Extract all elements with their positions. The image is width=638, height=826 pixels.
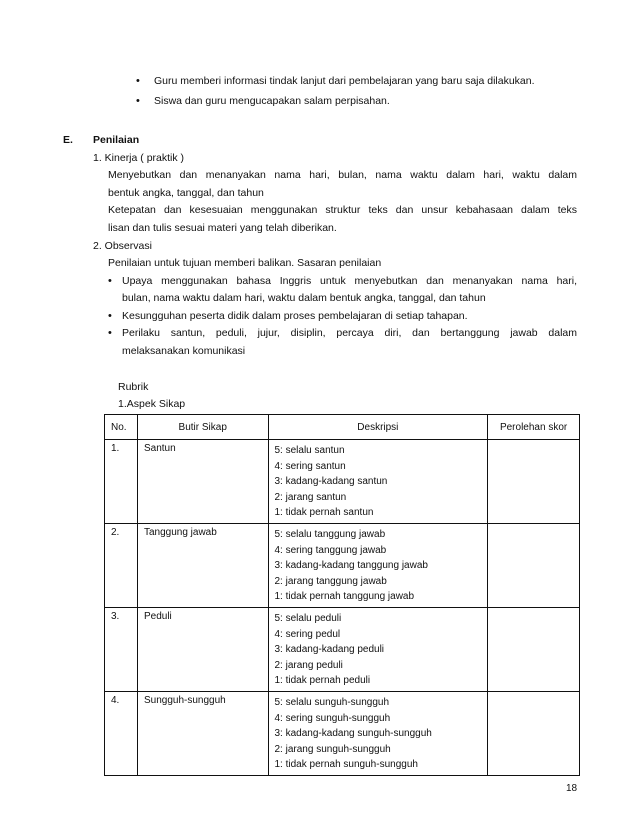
rubrik-subtitle: 1.Aspek Sikap xyxy=(118,398,186,410)
bullet-icon: • xyxy=(136,75,140,87)
desc-line: 3: kadang-kadang tanggung jawab xyxy=(274,560,428,572)
desc-line: 1: tidak pernah peduli xyxy=(274,675,371,687)
desc-line: 4: sering santun xyxy=(274,460,346,472)
desc-line: 1: tidak pernah tanggung jawab xyxy=(274,591,415,603)
header-perolehan-skor: Perolehan skor xyxy=(488,415,580,440)
desc-line: 2: jarang tanggung jawab xyxy=(274,575,387,587)
header-no: No. xyxy=(105,415,138,440)
rubrik-title: Rubrik xyxy=(118,381,149,393)
table-row xyxy=(105,523,580,607)
desc-line: 4: sering pedul xyxy=(274,628,341,640)
bullet-icon: • xyxy=(108,327,112,339)
desc-line: 4: sering tanggung jawab xyxy=(274,544,387,556)
desc-line: 3: kadang-kadang peduli xyxy=(274,644,385,656)
row-deskripsi xyxy=(268,607,488,691)
header-deskripsi: Deskripsi xyxy=(268,415,488,440)
kinerja-paragraph-2-line-2: lisan dan tulis sesuai materi yang telah diberikan. xyxy=(108,222,337,234)
row-skor xyxy=(488,691,580,775)
row-deskripsi xyxy=(268,440,488,524)
desc-line: 5: selalu santun xyxy=(274,445,345,456)
observasi-bullet-1-line-2: bulan, nama waktu dalam hari, waktu dalam bentuk angka, tanggal, dan tahun xyxy=(122,292,486,304)
row-no: 2. xyxy=(105,523,138,607)
row-butir: Sungguh-sungguh xyxy=(137,691,268,775)
row-butir: Santun xyxy=(137,440,268,524)
observasi-bullet-3-line-1: Perilaku santun, peduli, jujur, disiplin, percaya diri, dan bertanggung jawab dalam xyxy=(122,327,577,339)
bullet-icon: • xyxy=(108,275,112,287)
top-bullet-2: Siswa dan guru mengucapakan salam perpisahan. xyxy=(154,95,390,107)
top-bullet-1: Guru memberi informasi tindak lanjut dari pembelajaran yang baru saja dilakukan. xyxy=(154,75,535,87)
page-number: 18 xyxy=(566,783,578,794)
desc-line: 3: kadang-kadang sunguh-sungguh xyxy=(274,728,432,740)
kinerja-paragraph-2-line-1: Ketepatan dan kesesuaian menggunakan struktur teks dan unsur kebahasaan dalam teks xyxy=(108,204,577,216)
desc-line: 2: jarang sunguh-sungguh xyxy=(274,743,391,755)
desc-line: 4: sering sunguh-sungguh xyxy=(274,712,391,724)
row-skor xyxy=(488,440,580,524)
row-deskripsi xyxy=(268,523,488,607)
row-skor xyxy=(488,607,580,691)
row-no: 1. xyxy=(105,440,138,524)
observasi-bullet-2-line-1: Kesungguhan peserta didik dalam proses pembelajaran di setiap tahapan. xyxy=(122,310,468,322)
kinerja-paragraph-1-line-2: bentuk angka, tanggal, dan tahun xyxy=(108,187,264,199)
row-butir: Peduli xyxy=(137,607,268,691)
observasi-bullet-1-line-1: Upaya menggunakan bahasa Inggris untuk menyebutkan dan menanyakan nama hari, xyxy=(122,275,577,287)
table-row xyxy=(105,607,580,691)
table-header-row xyxy=(105,415,580,440)
table-row xyxy=(105,440,580,524)
header-butir-sikap: Butir Sikap xyxy=(137,415,268,440)
row-butir: Tanggung jawab xyxy=(137,523,268,607)
row-no: 3. xyxy=(105,607,138,691)
desc-line: 3: kadang-kadang santun xyxy=(274,476,388,488)
bullet-icon: • xyxy=(136,95,140,107)
desc-line: 5: selalu tanggung jawab xyxy=(274,528,386,540)
desc-line: 2: jarang peduli xyxy=(274,659,343,671)
section-title: Penilaian xyxy=(93,134,140,146)
bullet-icon: • xyxy=(108,310,112,322)
rubric-table xyxy=(104,414,580,776)
table-row xyxy=(105,691,580,775)
row-deskripsi xyxy=(268,691,488,775)
kinerja-heading: 1. Kinerja ( praktik ) xyxy=(93,152,185,164)
desc-line: 1: tidak pernah santun xyxy=(274,507,374,519)
desc-line: 5: selalu peduli xyxy=(274,612,342,624)
kinerja-paragraph-1-line-1: Menyebutkan dan menanyakan nama hari, bulan, nama waktu dalam hari, waktu dalam xyxy=(108,169,577,181)
desc-line: 5: selalu sunguh-sungguh xyxy=(274,696,390,708)
row-skor xyxy=(488,523,580,607)
row-no: 4. xyxy=(105,691,138,775)
observasi-bullet-3-line-2: melaksanakan komunikasi xyxy=(122,345,246,357)
desc-line: 1: tidak pernah sunguh-sungguh xyxy=(274,759,418,771)
observasi-intro: Penilaian untuk tujuan memberi balikan. Sasaran penilaian xyxy=(108,257,382,269)
observasi-heading: 2. Observasi xyxy=(93,240,152,252)
section-letter: E. xyxy=(63,134,73,146)
desc-line: 2: jarang santun xyxy=(274,491,347,503)
